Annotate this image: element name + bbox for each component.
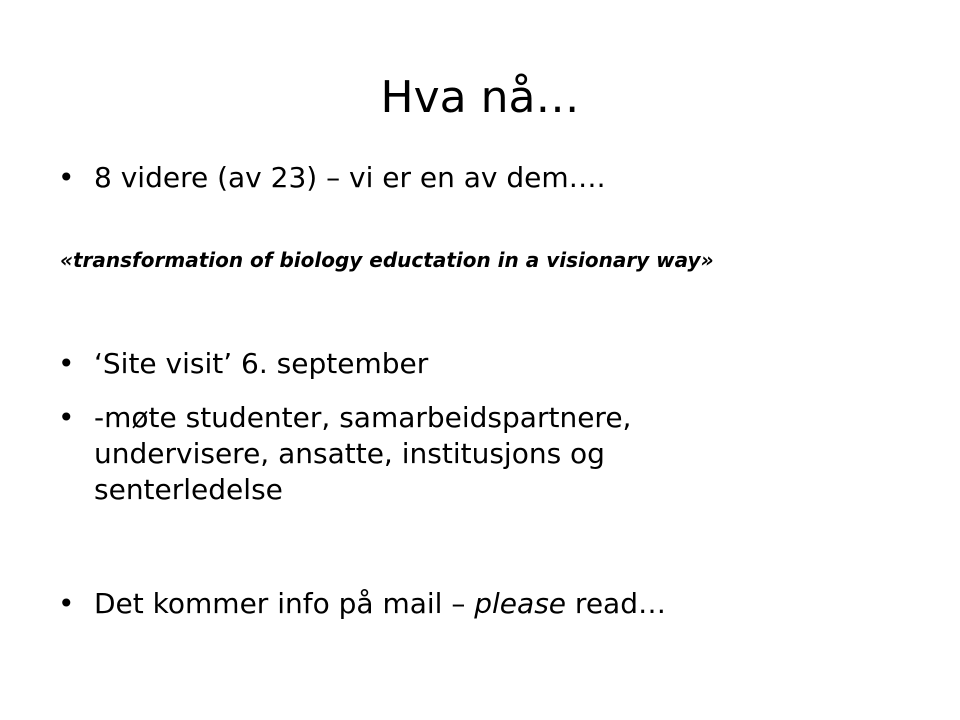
bullet-text: ‘Site visit’ 6. september (94, 347, 429, 380)
bullet-icon: • (58, 161, 75, 194)
bullet-icon: • (58, 347, 75, 380)
bullet-icon: • (58, 587, 75, 620)
bullet-text: -møte studenter, samarbeidspartnere, undervisere, ansatte, institusjons og senterledelse (94, 401, 632, 506)
bullet-text-after: read… (566, 587, 666, 620)
slide-title: Hva nå… (380, 72, 580, 123)
bullet-item (58, 586, 918, 622)
bullet-text (94, 586, 918, 622)
bullet-text-emphasis: please (474, 587, 567, 620)
bullet-item (58, 400, 758, 508)
bullet-item (58, 160, 918, 196)
bullet-icon: • (58, 401, 75, 434)
bullet-text: 8 videre (av 23) – vi er en av dem…. (94, 161, 606, 194)
bullet-item (58, 346, 918, 382)
bullet-text-before: Det kommer info på mail – (94, 587, 475, 620)
quote-text: «transformation of biology eductation in a visionary way» (60, 248, 714, 272)
